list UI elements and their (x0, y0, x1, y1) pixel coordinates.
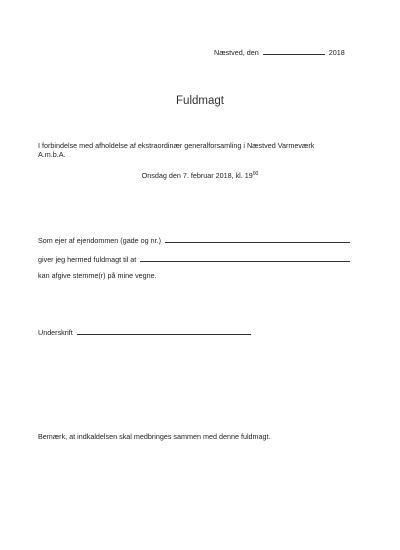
proxy-field-row (38, 254, 350, 264)
meeting-date-text: Onsdag den 7. februar 2018, kl. 19 (141, 171, 253, 180)
votes-text: kan afgive stemme(r) på mine vegne. (38, 271, 157, 280)
place-date-line (214, 47, 345, 57)
meeting-time-minutes: 00 (252, 171, 259, 177)
date-blank[interactable] (263, 47, 325, 55)
document-title: Fuldmagt (176, 95, 224, 107)
intro-line-2: A.m.b.A. (38, 150, 66, 159)
proxy-label: giver jeg hermed fuldmagt til at (38, 255, 137, 264)
signature-blank[interactable] (77, 327, 251, 335)
intro-paragraph (38, 141, 314, 159)
year-label: 2018 (328, 48, 345, 57)
note-text: Bemærk, at indkaldelsen skal medbringes sammen med denne fuldmagt. (38, 432, 271, 441)
owner-field-row (38, 235, 350, 245)
owner-label: Som ejer af ejendommen (gade og nr.) (38, 236, 162, 245)
owner-address-blank[interactable] (165, 235, 350, 243)
signature-field-row (38, 327, 251, 337)
proxy-name-blank[interactable] (140, 254, 350, 262)
place-label: Næstved, den (214, 48, 259, 57)
signature-label: Underskrift (38, 328, 73, 337)
meeting-date (0, 170, 400, 180)
intro-line-1: I forbindelse med afholdelse af ekstraordinær generalforsamling i Næstved Varmeværk (38, 141, 315, 150)
